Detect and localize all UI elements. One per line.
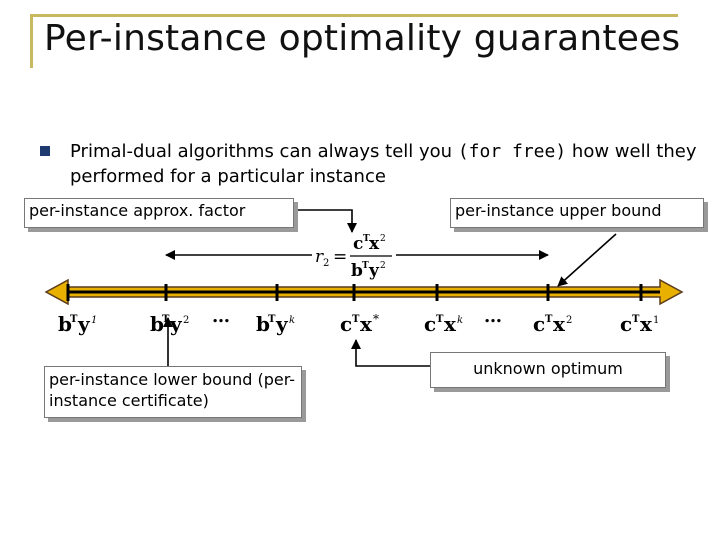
svg-text:x: x [640, 312, 652, 336]
lower-bound-callout: per-instance lower bound (per-instance certificate) [44, 366, 302, 418]
svg-text:b: b [351, 261, 363, 281]
svg-text:1: 1 [653, 315, 660, 326]
label-b-y1 [58, 312, 97, 336]
ellipsis-dual: … [212, 306, 230, 327]
svg-text:y: y [78, 312, 90, 336]
svg-text:2: 2 [380, 234, 386, 244]
svg-text:b: b [150, 312, 164, 336]
svg-text:y: y [276, 312, 288, 336]
bullet-text-emphasis: (for free) [457, 141, 567, 162]
label-b-y2 [150, 312, 189, 336]
svg-text:1: 1 [91, 315, 98, 326]
label-c-xstar [340, 312, 379, 336]
bullet-text-suffix: how well they performed for a particular instance [70, 141, 697, 187]
svg-text:b: b [256, 312, 270, 336]
svg-text:T: T [545, 314, 553, 325]
label-b-yk [256, 312, 295, 336]
svg-text:y: y [170, 312, 182, 336]
svg-text:c: c [340, 312, 353, 336]
svg-text:c: c [424, 312, 437, 336]
svg-text:x: x [444, 312, 456, 336]
label-c-xk [424, 312, 463, 336]
unknown-optimum-pointer [356, 340, 430, 366]
approx-factor-pointer [288, 210, 352, 232]
svg-text:c: c [533, 312, 546, 336]
ratio-formula [315, 234, 392, 281]
slide-title: Per-instance optimality guarantees [44, 18, 681, 59]
svg-text:*: * [373, 312, 379, 326]
svg-text:c: c [353, 234, 364, 254]
ellipsis-primal: … [484, 306, 502, 327]
svg-text:T: T [268, 314, 276, 325]
svg-text:2: 2 [566, 315, 573, 326]
label-c-x1 [620, 312, 659, 336]
svg-text:x: x [360, 312, 372, 336]
svg-text:=: = [333, 247, 348, 267]
svg-text:2: 2 [183, 315, 190, 326]
svg-text:x: x [553, 312, 565, 336]
label-c-x2 [533, 312, 572, 336]
svg-text:T: T [632, 314, 640, 325]
svg-text:T: T [352, 314, 360, 325]
svg-text:k: k [289, 315, 296, 326]
value-axis [46, 280, 682, 304]
svg-text:T: T [362, 261, 369, 271]
svg-text:b: b [58, 312, 72, 336]
svg-text:T: T [70, 314, 78, 325]
upper-bound-callout: per-instance upper bound [450, 198, 704, 228]
svg-text:T: T [162, 314, 170, 325]
approx-factor-callout: per-instance approx. factor [24, 198, 294, 228]
upper-bound-pointer [558, 234, 616, 286]
svg-text:c: c [620, 312, 633, 336]
svg-text:r: r [315, 247, 324, 267]
svg-text:T: T [436, 314, 444, 325]
unknown-optimum-callout: unknown optimum [430, 352, 666, 388]
svg-text:2: 2 [323, 258, 330, 269]
svg-text:y: y [369, 261, 379, 281]
svg-text:T: T [363, 234, 370, 244]
svg-text:2: 2 [380, 261, 386, 271]
svg-text:x: x [369, 234, 380, 254]
bullet-text-prefix: Primal-dual algorithms can always tell you [70, 141, 458, 162]
svg-text:k: k [457, 315, 464, 326]
